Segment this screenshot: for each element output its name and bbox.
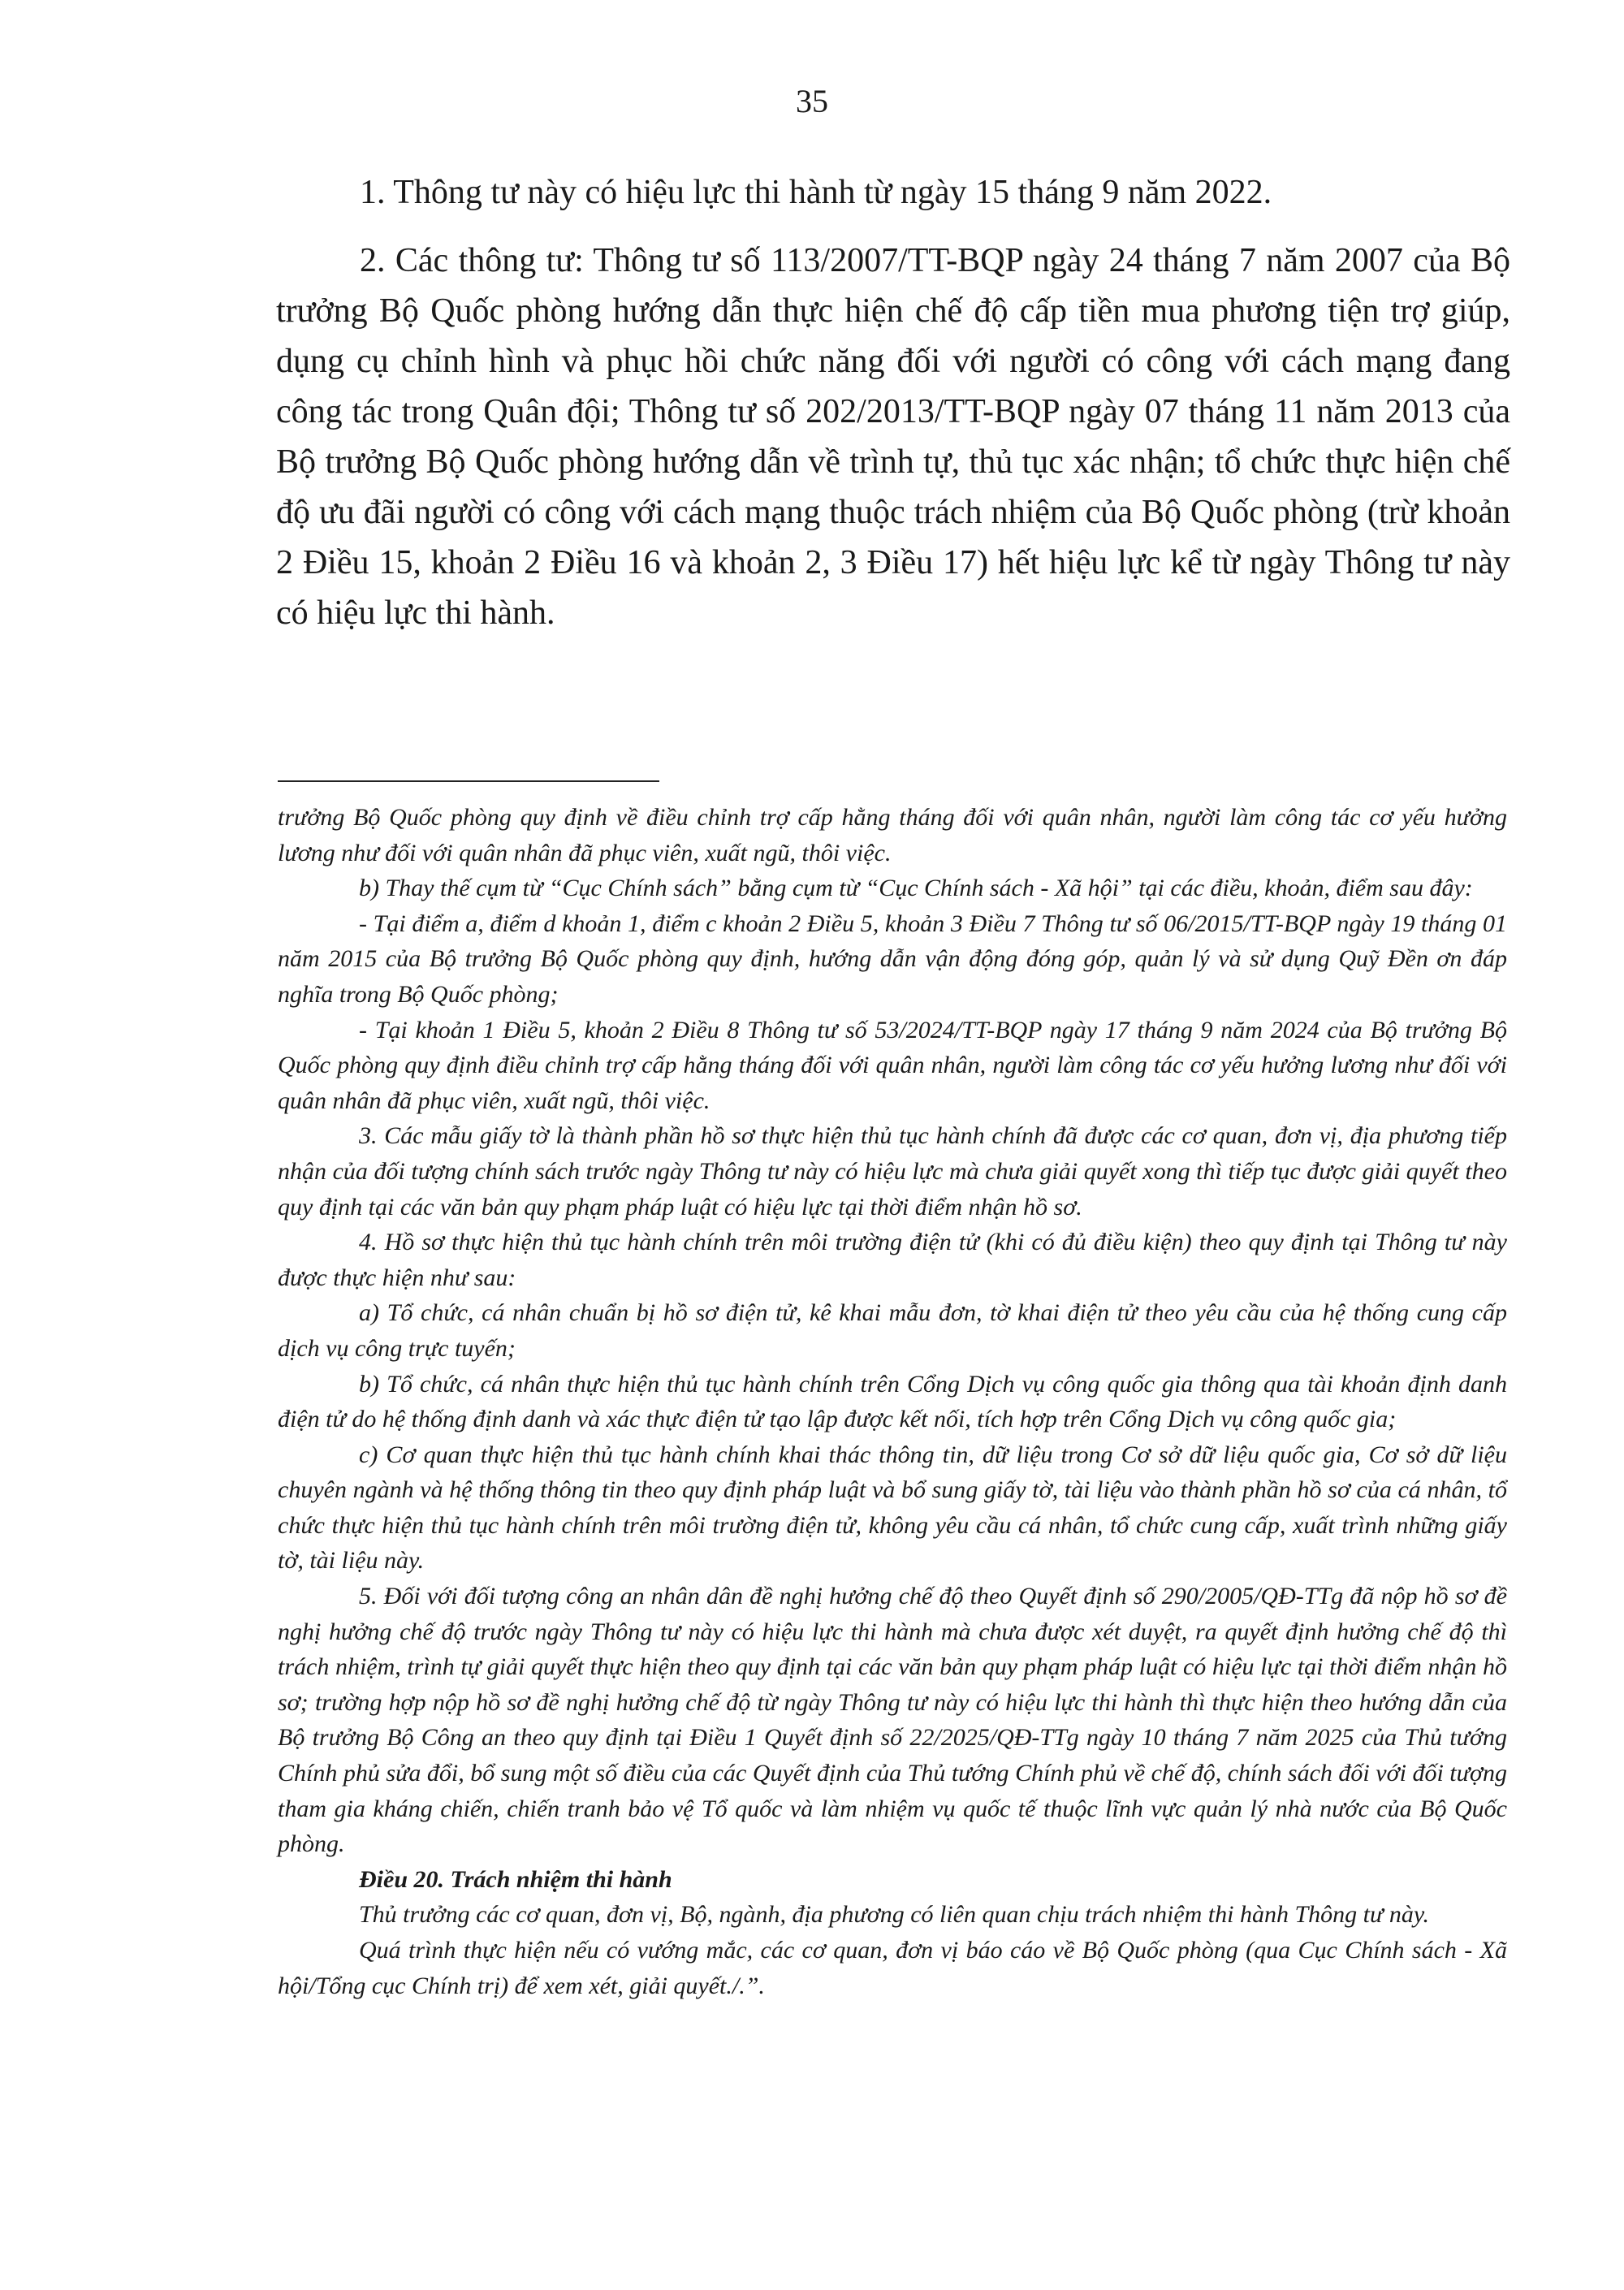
footnote-item-4-c: c) Cơ quan thực hiện thủ tục hành chính khai thác thông tin, dữ liệu trong Cơ sở dữ liệu quốc gia, Cơ sở dữ liệu chuyên ngành và hệ thống thông tin theo quy định pháp luật và bổ sung giấy tờ, tài liệu vào thành phần hồ sơ của cá nhân, tổ chức thực hiện thủ tục hành chính trên môi trường điện tử, không yêu cầu cá nhân, tổ chức cung cấp, xuất trình những giấy tờ, tài liệu này.: [278, 1441, 1507, 1575]
article-20-paragraph-1: Thủ trưởng các cơ quan, đơn vị, Bộ, ngành, địa phương có liên quan chịu trách nhiệm thi hành Thông tư này.: [359, 1901, 1430, 1929]
footnote-item-b-2: - Tại khoản 1 Điều 5, khoản 2 Điều 8 Thông tư số 53/2024/TT-BQP ngày 17 tháng 9 năm 2024 của Bộ trưởng Bộ Quốc phòng quy định điều chỉnh trợ cấp hằng tháng đối với quân nhân, người làm công tác cơ yếu hưởng lương như đối với quân nhân đã phục viên, xuất ngũ, thôi việc.: [278, 1016, 1507, 1114]
footnote-item-4: 4. Hồ sơ thực hiện thủ tục hành chính trên môi trường điện tử (khi có đủ điều kiện) theo quy định tại Thông tư này được thực hiện như sau:: [278, 1229, 1507, 1291]
footnote-item-5: 5. Đối với đối tượng công an nhân dân đề nghị hưởng chế độ theo Quyết định số 290/2005/QĐ-TTg đã nộp hồ sơ đề nghị hưởng chế độ trước ngày Thông tư này có hiệu lực thi hành mà chưa được xét duyệt, ra quyết định hưởng chế độ thì trách nhiệm, trình tự giải quyết thực hiện theo quy định tại các văn bản quy phạm pháp luật có hiệu lực tại thời điểm nhận hồ sơ; trường hợp nộp hồ sơ đề nghị hưởng chế độ từ ngày Thông tư này có hiệu lực thi hành thì thực hiện theo hướng dẫn của Bộ trưởng Bộ Công an theo quy định tại Điều 1 Quyết định số 22/2025/QĐ-TTg ngày 10 tháng 7 năm 2025 của Thủ tướng Chính phủ sửa đổi, bổ sung một số điều của các Quyết định của Thủ tướng Chính phủ về chế độ, chính sách đối với đối tượng tham gia kháng chiến, chiến tranh bảo vệ Tổ quốc và làm nhiệm vụ quốc tế thuộc lĩnh vực quản lý nhà nước của Bộ Quốc phòng.: [278, 1583, 1507, 1858]
footnote-item-b-1: - Tại điểm a, điểm d khoản 1, điểm c khoản 2 Điều 5, khoản 3 Điều 7 Thông tư số 06/2015/TT-BQP ngày 19 tháng 01 năm 2015 của Bộ trưởng Bộ Quốc phòng quy định, hướng dẫn vận động đóng góp, quản lý và sử dụng Quỹ Đền ơn đáp nghĩa trong Bộ Quốc phòng;: [278, 910, 1507, 1008]
clause-2-paragraph: 2. Các thông tư: Thông tư số 113/2007/TT-BQP ngày 24 tháng 7 năm 2007 của Bộ trưởng Bộ Quốc phòng hướng dẫn thực hiện chế độ cấp tiền mua phương tiện trợ giúp, dụng cụ chỉnh hình và phục hồi chức năng đối với người có công với cách mạng đang công tác trong Quân đội; Thông tư số 202/2013/TT-BQP ngày 07 tháng 11 năm 2013 của Bộ trưởng Bộ Quốc phòng hướng dẫn về trình tự, thủ tục xác nhận; tổ chức thực hiện chế độ ưu đãi người có công với cách mạng thuộc trách nhiệm của Bộ Quốc phòng (trừ khoản 2 Điều 15, khoản 2 Điều 16 và khoản 2, 3 Điều 17) hết hiệu lực kể từ ngày Thông tư này có hiệu lực thi hành.: [276, 242, 1510, 632]
footnote-item-b: b) Thay thế cụm từ “Cục Chính sách” bằng cụm từ “Cục Chính sách - Xã hội” tại các điều, khoản, điểm sau đây:: [359, 875, 1473, 902]
main-body: [276, 167, 1510, 638]
footnote-item-3: 3. Các mẫu giấy tờ là thành phần hồ sơ thực hiện thủ tục hành chính đã được các cơ quan, đơn vị, địa phương tiếp nhận của đối tượng chính sách trước ngày Thông tư này có hiệu lực mà chưa giải quyết xong thì tiếp tục được giải quyết theo quy định tại các văn bản quy phạm pháp luật có hiệu lực tại thời điểm nhận hồ sơ.: [278, 1122, 1507, 1221]
article-20-heading: Điều 20. Trách nhiệm thi hành: [359, 1865, 672, 1893]
footnote-item-4-b: b) Tổ chức, cá nhân thực hiện thủ tục hành chính trên Cổng Dịch vụ công quốc gia thông qua tài khoản định danh điện tử do hệ thống định danh và xác thực điện tử tạo lập được kết nối, tích hợp trên Cổng Dịch vụ công quốc gia;: [278, 1370, 1507, 1433]
clause-1-paragraph: 1. Thông tư này có hiệu lực thi hành từ ngày 15 tháng 9 năm 2022.: [360, 174, 1272, 211]
footnotes: [278, 800, 1507, 2003]
footnote-continuation: trưởng Bộ Quốc phòng quy định về điều chỉnh trợ cấp hằng tháng đối với quân nhân, người làm công tác cơ yếu hưởng lương như đối với quân nhân đã phục viên, xuất ngũ, thôi việc.: [278, 804, 1507, 866]
footnote-item-4-a: a) Tổ chức, cá nhân chuẩn bị hồ sơ điện tử, kê khai mẫu đơn, tờ khai điện tử theo yêu cầu của hệ thống cung cấp dịch vụ công trực tuyến;: [278, 1299, 1507, 1362]
page-number: 35: [796, 83, 828, 119]
footnote-separator: [278, 780, 659, 782]
article-20-paragraph-2: Quá trình thực hiện nếu có vướng mắc, các cơ quan, đơn vị báo cáo về Bộ Quốc phòng (qua Cục Chính sách - Xã hội/Tổng cục Chính trị) để xem xét, giải quyết./.”.: [278, 1937, 1507, 1999]
